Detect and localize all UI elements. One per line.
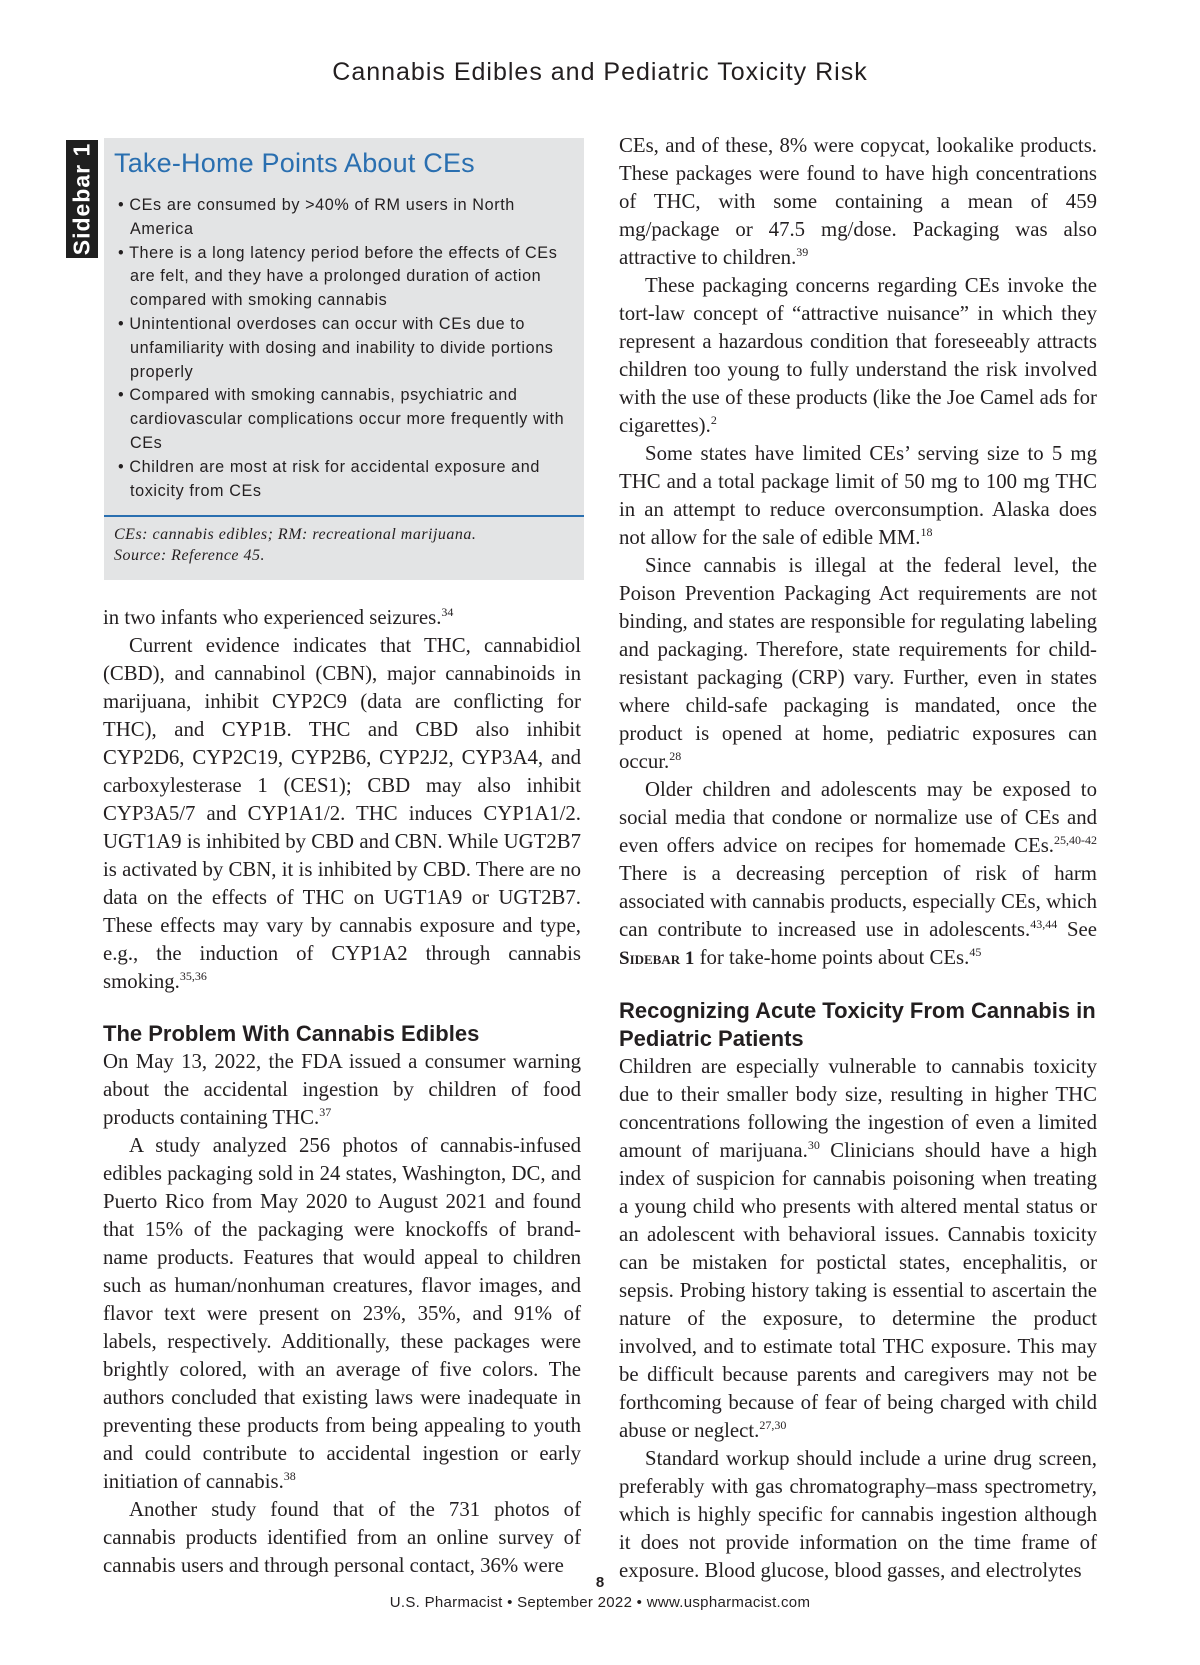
sidebar-reference: Sidebar 1 (619, 948, 695, 969)
paragraph: CEs, and of these, 8% were copycat, lookalike products. These packages were found to have high concentrations of THC, with some containing a mean of 459 mg/package or 47.5 mg/dose. Packaging was also attractive to children.$^{39}$ (619, 134, 1097, 269)
running-title: Cannabis Edibles and Pediatric Toxicity Risk (332, 58, 868, 86)
sidebar-abbreviations: CEs: cannabis edibles; RM: recreational marijuana. (114, 526, 477, 543)
citation: 25,40-42 (1054, 833, 1097, 847)
sidebar-point: • Children are most at risk for accidental exposure and toxicity from CEs (118, 457, 540, 500)
paragraph: Some states have limited CEs’ serving size to 5 mg THC and a total package limit of 50 mg to 100 mg THC in an attempt to reduce overconsumption. Alaska does not allow for the sale of edible MM.$^{18}$ (619, 442, 1097, 549)
page-number: 8 (595, 1574, 605, 1591)
citation: 45 (969, 945, 982, 959)
paragraph: Another study found that of the 731 photos of cannabis products identified from an online survey of cannabis users and through personal contact, 36% were (103, 1498, 581, 1577)
paragraph: A study analyzed 256 photos of cannabis-infused edibles packaging sold in 24 states, Washington, DC, and Puerto Rico from May 2020 to August 2021 and found that 15% of the packaging were knockoffs of brand-name products. Features that would appeal to children such as human/nonhuman creatures, flavor images, and flavor text were present on 23%, 35%, and 91% of labels, respectively. Additionally, these packages were brightly colored, with an average of five colors. The authors concluded that existing laws were inadequate in preventing these products from being appealing to youth and could contribute to accidental ingestion or early initiation of cannabis.$^{38}$ (103, 1134, 581, 1493)
sidebar-points-list (112, 194, 572, 503)
paragraph: Since cannabis is illegal at the federal level, the Poison Prevention Packaging Act requirements are not binding, and states are responsible for regulating labeling and packaging. Therefore, state requirements for child-resistant packaging (CRP) vary. Further, even in states where child-safe packaging is mandated, once the product is opened at home, pediatric exposures can occur.$^{28}$ (619, 554, 1097, 773)
sidebar-footnote (114, 524, 574, 566)
citation: 27,30 (759, 1418, 787, 1432)
citation: 37 (319, 1105, 332, 1119)
section-heading: The Problem With Cannabis Edibles (103, 1021, 480, 1046)
sidebar-divider (104, 515, 584, 517)
sidebar-tab-label: Sidebar 1 (68, 142, 95, 256)
sidebar-tab (66, 140, 98, 258)
left-column (103, 604, 581, 1580)
citation: 2 (710, 413, 717, 427)
section-heading: Recognizing Acute Toxicity From Cannabis in Pediatric Patients (619, 998, 1096, 1051)
paragraph: Children are especially vulnerable to cannabis toxicity due to their smaller body size, resulting in higher THC concentrations following the ingestion of even a limited amount of marijuana.$^{30}$ Clinicians should have a high index of suspicion for cannabis poisoning when treating a young child who presents with altered mental status or an adolescent with behavioral issues. Cannabis toxicity can be mistaken for postictal states, encephalitis, or sepsis. Probing history taking is essential to ascertain the nature of the exposure, to determine the product involved, and to estimate total THC exposure. This may be difficult because parents and caregivers may not be forthcoming because of fear of being charged with child abuse or neglect.$^{27,30}$ (619, 1055, 1098, 1442)
paragraph: Older children and adolescents may be exposed to social media that condone or normalize use of CEs and even offers advice on recipes for homemade CEs.$^{25,40-42}$ There is a decreasing perception of risk of harm associated with cannabis products, especially CEs, which can contribute to increased use in adolescents.$^{43,44}$ See Sidebar 1 for take-home points about CEs.$^{45}$ (619, 778, 1097, 969)
citation: 34 (441, 605, 454, 619)
sidebar-point: • CEs are consumed by >40% of RM users in North America (118, 196, 515, 238)
sidebar-point: • Unintentional overdoses can occur with CEs due to unfamiliarity with dosing and inability to divide portions properly (118, 314, 554, 381)
citation: 18 (920, 525, 933, 539)
paragraph: Standard workup should include a urine drug screen, preferably with gas chromatography–mass spectrometry, which is highly specific for cannabis ingestion although it does not provide information on the time frame of exposure. Blood glucose, blood gasses, and electrolytes (619, 1447, 1097, 1582)
sidebar-box (104, 138, 584, 580)
right-column (619, 132, 1097, 1585)
paragraph: Current evidence indicates that THC, cannabidiol (CBD), and cannabinol (CBN), major cannabinoids in marijuana, inhibit CYP2C9 (data are conflicting for THC), and CYP1B. THC and CBD also inhibit CYP2D6, CYP2C19, CYP2B6, CYP2J2, CYP3A4, and carboxylesterase 1 (CES1); CBD may also inhibit CYP3A5/7 and CYP1A1/2. THC induces CYP1A1/2. UGT1A9 is inhibited by CBD and CBN. While UGT2B7 is activated by CBN, it is inhibited by CBD. There are no data on the effects of THC on UGT1A9 or UGT2B7. These effects may vary by cannabis exposure and type, e.g., the induction of CYP1A2 through cannabis smoking.$^{35,36}$ (103, 634, 581, 993)
sidebar-point: • There is a long latency period before the effects of CEs are felt, and they have a prolonged duration of action compared with smoking cannabis (118, 243, 558, 310)
citation: 39 (796, 245, 809, 259)
sidebar-point: • Compared with smoking cannabis, psychiatric and cardiovascular complications occur more frequently with CEs (118, 386, 565, 452)
paragraph: On May 13, 2022, the FDA issued a consumer warning about the accidental ingestion by children of food products containing THC.$^{37}$ (103, 1050, 581, 1129)
paragraph: These packaging concerns regarding CEs invoke the tort-law concept of “attractive nuisance” in which they represent a hazardous condition that foreseeably attracts children too young to fully understand the risk involved with the use of these products (like the Joe Camel ads for cigarettes).$^2$ (619, 274, 1097, 437)
citation: 35,36 (179, 969, 207, 983)
publication-footer: U.S. Pharmacist • September 2022 • www.uspharmacist.com (389, 1594, 811, 1611)
sidebar-source: Source: Reference 45. (114, 547, 266, 564)
paragraph: in two infants who experienced seizures.$^{34}$ (103, 605, 454, 629)
sidebar-title: Take-Home Points About CEs (114, 148, 475, 178)
citation: 30 (807, 1138, 820, 1152)
citation: 28 (669, 749, 682, 763)
citation: 43,44 (1030, 917, 1058, 931)
citation: 38 (283, 1469, 296, 1483)
